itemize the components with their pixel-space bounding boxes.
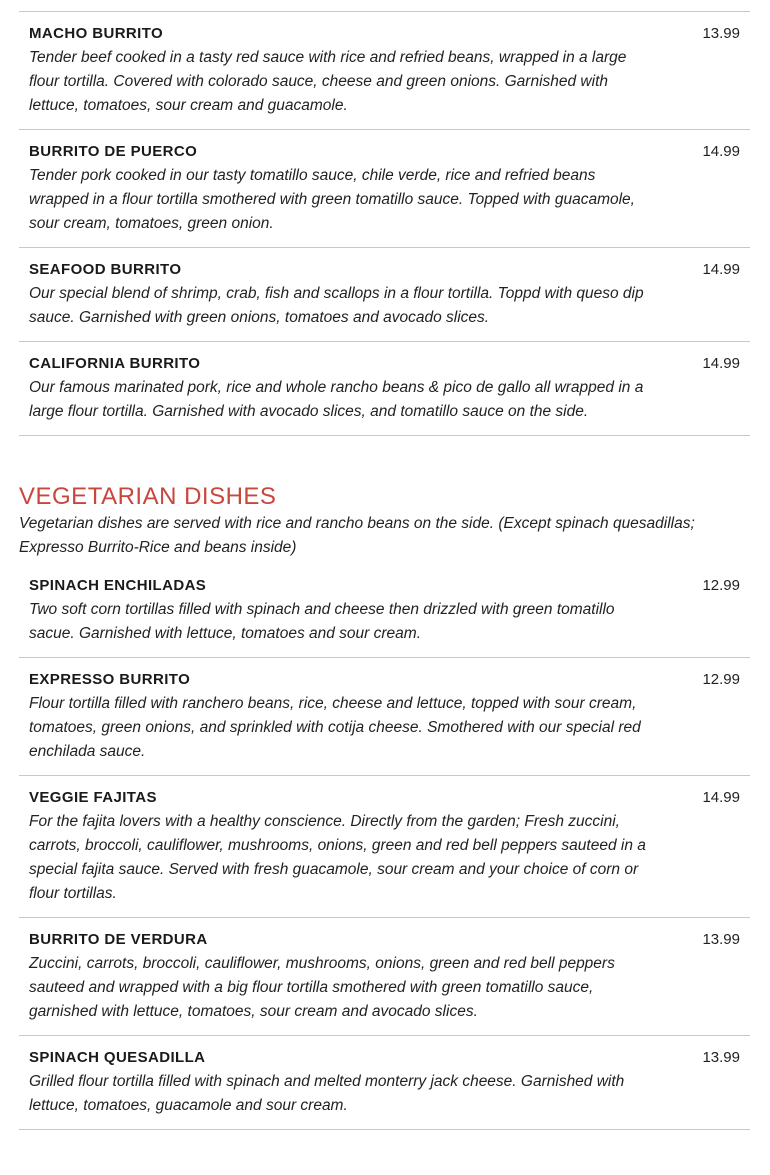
item-description: Zuccini, carrots, broccoli, cauliflower, mushrooms, onions, green and red bell peppers sauteed and wrapped with a big flour tortilla smothered with green tomatillo sauce, garnished with lettuce, tomatoes, sour cream and avocado slices. — [29, 955, 615, 1020]
item-description: Our famous marinated pork, rice and whole rancho beans & pico de gallo all wrapped in a large flour tortilla. Garnished with avocado slices, and tomatillo sauce on the side. — [29, 379, 644, 420]
item-name: SEAFOOD BURRITO — [29, 261, 182, 278]
menu-item-spinach-quesadilla — [19, 1036, 750, 1130]
item-price: 13.99 — [702, 1049, 740, 1066]
item-description: Flour tortilla filled with ranchero beans, rice, cheese and lettuce, topped with sour cream, tomatoes, green onions, and sprinkled with cotija cheese. Smothered with our special red enchilada sauce. — [29, 695, 641, 760]
menu-item-expresso-burrito — [19, 658, 750, 776]
item-description: Grilled flour tortilla filled with spinach and melted monterry jack cheese. Garnished with lettuce, tomatoes, guacamole and sour cream. — [29, 1073, 625, 1114]
section-title: VEGETARIAN DISHES — [19, 483, 277, 510]
item-description: Tender beef cooked in a tasty red sauce with rice and refried beans, wrapped in a large flour tortilla. Covered with colorado sauce, cheese and green onions. Garnished with lettuce, tomatoes, sour cream and guacamole. — [29, 49, 627, 114]
item-price: 14.99 — [702, 261, 740, 278]
menu-item-veggie-fajitas — [19, 776, 750, 918]
item-description: Two soft corn tortillas filled with spinach and cheese then drizzled with green tomatillo sacue. Garnished with lettuce, tomatoes and sour cream. — [29, 601, 615, 642]
item-price: 14.99 — [702, 355, 740, 372]
menu-item-burrito-de-puerco — [19, 130, 750, 248]
item-name: EXPRESSO BURRITO — [29, 671, 191, 688]
menu-item-partial — [19, 0, 750, 12]
item-name: SPINACH QUESADILLA — [29, 1049, 206, 1066]
item-name: VEGGIE FAJITAS — [29, 789, 157, 806]
item-description: For the fajita lovers with a healthy conscience. Directly from the garden; Fresh zuccini, carrots, broccoli, cauliflower, mushrooms, onions, green and red bell peppers sauteed in a special fajita sauce. Served with fresh guacamole, sour cream and your choice of corn or flour tortillas. — [29, 813, 646, 902]
item-description: Our special blend of shrimp, crab, fish and scallops in a flour tortilla. Toppd with queso dip sauce. Garnished with green onions, tomatoes and avocado slices. — [29, 285, 644, 326]
menu-page — [19, 0, 750, 1130]
section-note: Vegetarian dishes are served with rice and rancho beans on the side. (Except spinach quesadillas; Expresso Burrito-Rice and beans inside) — [19, 515, 695, 556]
menu-item-california-burrito — [19, 342, 750, 436]
section-spacer — [19, 436, 750, 482]
item-price: 14.99 — [702, 143, 740, 160]
item-price: 13.99 — [702, 931, 740, 948]
menu-item-spinach-enchiladas — [19, 564, 750, 658]
item-name: MACHO BURRITO — [29, 25, 164, 42]
item-name: SPINACH ENCHILADAS — [29, 577, 207, 594]
menu-item-burrito-de-verdura — [19, 918, 750, 1036]
item-name: BURRITO DE VERDURA — [29, 931, 208, 948]
item-name: BURRITO DE PUERCO — [29, 143, 198, 160]
item-price: 12.99 — [702, 577, 740, 594]
item-price: 12.99 — [702, 671, 740, 688]
item-name: CALIFORNIA BURRITO — [29, 355, 201, 372]
item-price: 13.99 — [702, 25, 740, 42]
item-description: Tender pork cooked in our tasty tomatillo sauce, chile verde, rice and refried beans wrapped in a flour tortilla smothered with green tomatillo sauce. Topped with guacamole, sour cream, tomatoes, green onion. — [29, 167, 635, 232]
menu-item-seafood-burrito — [19, 248, 750, 342]
item-price: 14.99 — [702, 789, 740, 806]
menu-item-macho-burrito — [19, 12, 750, 130]
